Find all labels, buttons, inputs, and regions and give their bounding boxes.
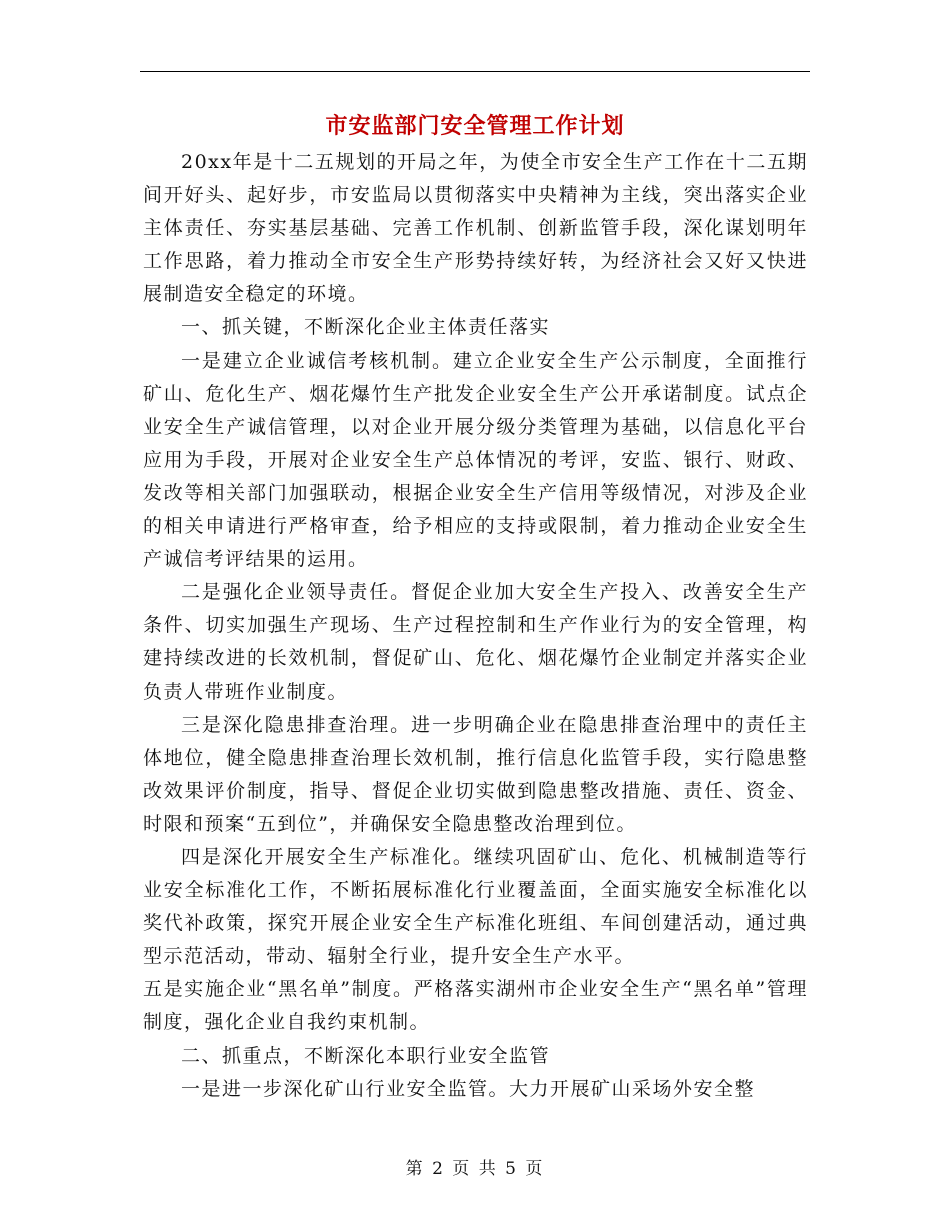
paragraph-item-1: 一是建立企业诚信考核机制。建立企业安全生产公示制度，全面推行矿山、危化生产、烟花爆竹生产批发企业安全生产公开承诺制度。试点企业安全生产诚信管理，以对企业开展分级分类管理为基础，以信息化平台应用为手段，开展对企业安全生产总体情况的考评，安监、银行、财政、发改等相关部门加强联动，根据企业安全生产信用等级情况，对涉及企业的相关申请进行严格审查，给予相应的支持或限制，着力推动企业安全生产诚信考评结果的运用。 xyxy=(143,349,808,571)
header-rule xyxy=(140,71,810,72)
paragraph-item-2: 二是强化企业领导责任。督促企业加大安全生产投入、改善安全生产条件、切实加强生产现场、生产过程控制和生产作业行为的安全管理，构建持续改进的长效机制，督促矿山、危化、烟花爆竹企业制定并落实企业负责人带班作业制度。 xyxy=(143,581,808,703)
paragraph-item-6: 一是进一步深化矿山行业安全监管。大力开展矿山采场外安全整 xyxy=(181,1077,756,1100)
paragraph-item-5: 五是实施企业“黑名单”制度。严格落实湖州市企业安全生产“黑名单”管理制度，强化企业自我约束机制。 xyxy=(143,978,808,1034)
document-title: 市安监部门安全管理工作计划 xyxy=(325,113,625,139)
section-heading-1: 一、抓关键，不断深化企业主体责任落实 xyxy=(181,316,551,339)
document-body xyxy=(143,146,808,1106)
page-footer: 第 2 页 共 5 页 xyxy=(405,1159,545,1179)
paragraph-item-4: 四是深化开展安全生产标准化。继续巩固矿山、危化、机械制造等行业安全标准化工作，不断拓展标准化行业覆盖面，全面实施安全标准化以奖代补政策，探究开展企业安全生产标准化班组、车间创建活动，通过典型示范活动，带动、辐射全行业，提升安全生产水平。 xyxy=(143,845,808,968)
section-heading-2: 二、抓重点，不断深化本职行业安全监管 xyxy=(181,1044,551,1067)
paragraph-intro: 20xx年是十二五规划的开局之年，为使全市安全生产工作在十二五期间开好头、起好步，市安监局以贯彻落实中央精神为主线，突出落实企业主体责任、夯实基层基础、完善工作机制、创新监管手段，深化谋划明年工作思路，着力推动全市安全生产形势持续好转，为经济社会又好又快进展制造安全稳定的环境。 xyxy=(143,151,808,306)
paragraph-item-3: 三是深化隐患排查治理。进一步明确企业在隐患排查治理中的责任主体地位，健全隐患排查治理长效机制，推行信息化监管手段，实行隐患整改效果评价制度，指导、督促企业切实做到隐患整改措施、责任、资金、时限和预案“五到位”，并确保安全隐患整改治理到位。 xyxy=(143,713,808,835)
